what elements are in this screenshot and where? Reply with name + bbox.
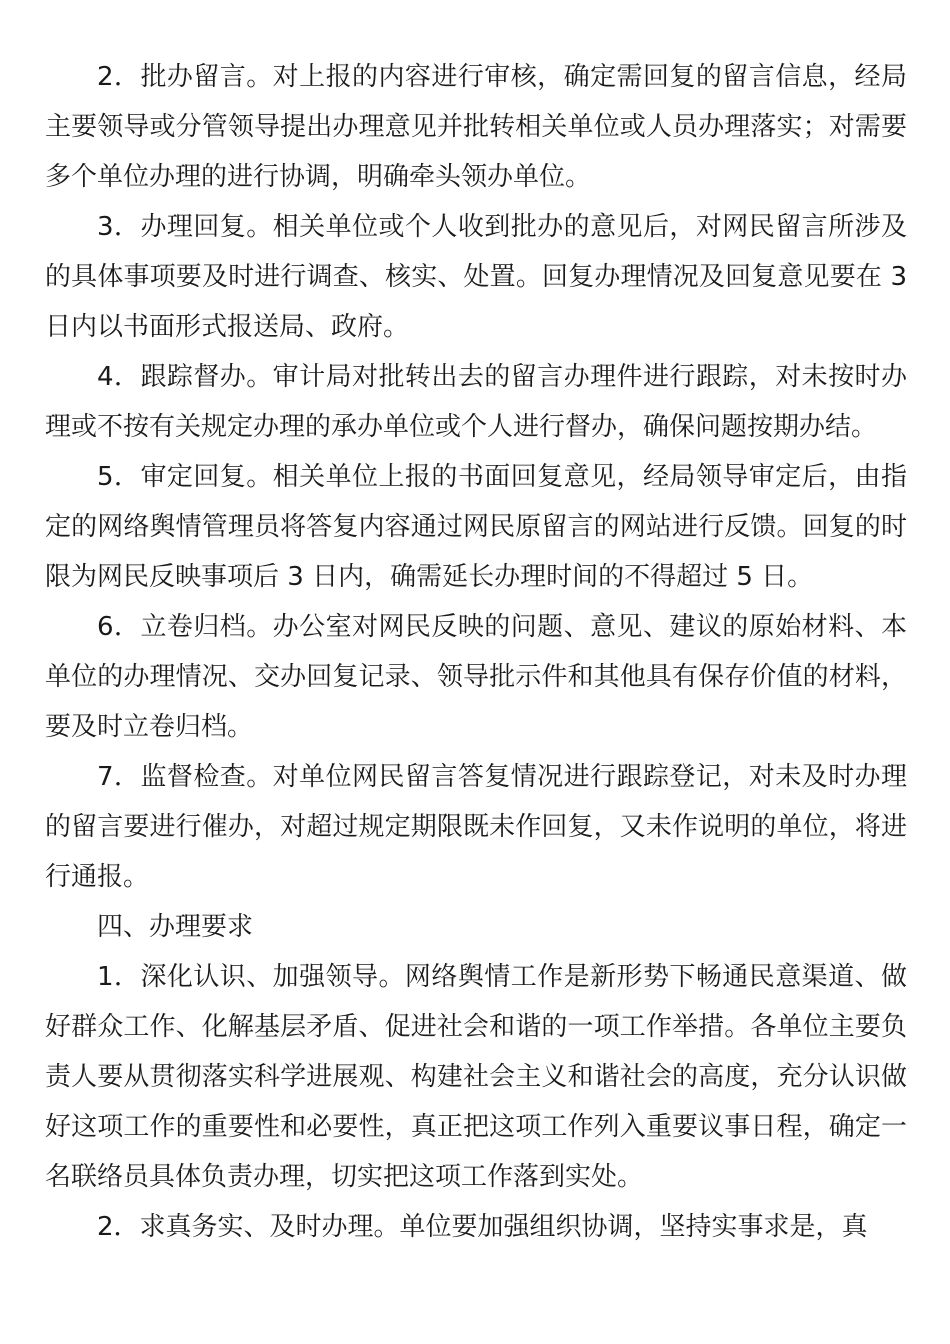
paragraph-timely-handling: 2．求真务实、及时办理。单位要加强组织协调，坚持实事求是，真 — [97, 1212, 868, 1242]
document-body — [45, 52, 907, 1252]
paragraph-handle-reply: 3．办理回复。相关单位或个人收到批办的意见后，对网民留言所涉及的具体事项要及时进行调查、核实、处置。回复办理情况及回复意见要在 3 日内以书面形式报送局、政府。 — [45, 212, 907, 342]
paragraph-inspection: 7．监督检查。对单位网民留言答复情况进行跟踪登记，对未及时办理的留言要进行催办，对超过规定期限既未作回复，又未作说明的单位，将进行通报。 — [45, 762, 907, 892]
paragraph-approve-reply: 5．审定回复。相关单位上报的书面回复意见，经局领导审定后，由指定的网络舆情管理员将答复内容通过网民原留言的网站进行反馈。回复的时限为网民反映事项后 3 日内，确需延长办理时间的不得超过 5 日。 — [45, 462, 907, 592]
paragraph-archive: 6．立卷归档。办公室对网民反映的问题、意见、建议的原始材料、本单位的办理情况、交办回复记录、领导批示件和其他具有保存价值的材料，要及时立卷归档。 — [45, 612, 907, 742]
paragraph-leadership: 1．深化认识、加强领导。网络舆情工作是新形势下畅通民意渠道、做好群众工作、化解基层矛盾、促进社会和谐的一项工作举措。各单位主要负责人要从贯彻落实科学进展观、构建社会主义和谐社会的高度，充分认识做好这项工作的重要性和必要性，真正把这项工作列入重要议事日程，确定一名联络员具体负责办理，切实把这项工作落到实处。 — [45, 962, 907, 1192]
paragraph-review-messages: 2．批办留言。对上报的内容进行审核，确定需回复的留言信息，经局主要领导或分管领导提出办理意见并批转相关单位或人员办理落实；对需要多个单位办理的进行协调，明确牵头领办单位。 — [45, 62, 907, 192]
paragraph-track-supervise: 4．跟踪督办。审计局对批转出去的留言办理件进行跟踪，对未按时办理或不按有关规定办理的承办单位或个人进行督办，确保问题按期办结。 — [45, 362, 907, 442]
section-heading-requirements: 四、办理要求 — [97, 912, 254, 942]
